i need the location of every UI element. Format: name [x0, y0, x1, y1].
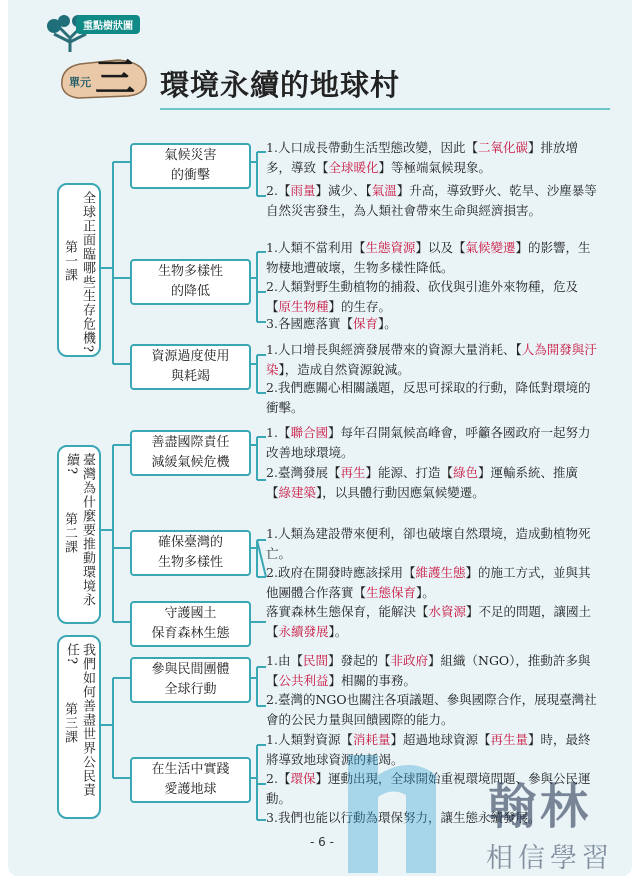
answer-keyword: 消耗量 — [352, 732, 391, 747]
point-number: 2. — [266, 465, 278, 480]
point-text: 政府在開發時應該採用【 — [277, 565, 416, 580]
point-item — [266, 378, 602, 418]
point-text: 】等極端氣候現象。 — [378, 160, 492, 175]
point-text: 】組織（NGO），推動許多與【 — [266, 653, 591, 688]
topic-biodiversity-loss — [130, 259, 251, 305]
point-text: 】的影響，生物棲地遭破壞，生物多樣性降低。 — [266, 240, 591, 275]
topic-international-responsibility — [130, 430, 251, 476]
point-text: 人類為建設帶來便利，卻也破壞自然環境，造成動植物死亡。 — [266, 526, 591, 561]
point-text: 】超過地球資源【 — [390, 732, 491, 747]
point-text: 【 — [277, 425, 291, 440]
point-text: 【 — [277, 183, 291, 198]
lesson-3-box — [57, 635, 101, 819]
point-text: 】運輸系統、推廣【 — [266, 465, 579, 500]
answer-keyword: 綠色 — [452, 465, 478, 480]
answer-keyword: 聯合國 — [290, 425, 328, 440]
point-item — [266, 181, 602, 221]
answer-keyword: 全球暖化 — [328, 160, 379, 175]
point-text: 】運動出現，全球開始重視環境問題、參與公民運動。 — [266, 771, 591, 806]
point-number: 2. — [266, 183, 278, 198]
topic-resource-depletion — [130, 344, 251, 390]
answer-keyword: 再生量 — [490, 732, 528, 747]
point-text: 】不足的問題，讓國土【 — [266, 604, 592, 639]
section-badge: 重點樹狀圖 — [76, 15, 140, 34]
point-item — [266, 651, 602, 691]
point-text: 】。 — [416, 585, 435, 600]
point-text: 】時，最終將導致地球資源的耗竭。 — [266, 732, 591, 767]
point-item — [266, 340, 602, 380]
topic-line: 與耗竭 — [170, 369, 210, 384]
answer-keyword: 保育 — [352, 316, 378, 331]
point-text: 】能源、打造【 — [365, 465, 453, 480]
point-number: 1. — [266, 526, 278, 541]
answer-keyword: 氣溫 — [371, 183, 397, 198]
answer-keyword: 非政府 — [390, 653, 428, 668]
page-title: 環境永續的地球村 — [160, 68, 401, 102]
answer-keyword: 生態保育 — [366, 585, 417, 600]
point-number: 2. — [266, 771, 278, 786]
point-text: 】。 — [328, 624, 348, 639]
point-item — [266, 314, 602, 334]
point-item — [266, 463, 602, 503]
topic-taiwan-biodiversity — [130, 530, 251, 576]
point-text: 】相關的事務。 — [328, 673, 417, 688]
topic-line: 生物多樣性 — [157, 555, 223, 570]
point-text: 人口成長帶動生活型態改變，因此【 — [277, 140, 478, 155]
topic-line: 的降低 — [170, 284, 210, 299]
point-text: 由【 — [277, 653, 303, 668]
topic-forest-protection — [130, 601, 251, 647]
point-text: 落實森林生態保育，能解決【 — [266, 604, 429, 619]
topic-line: 參與民間團體 — [151, 662, 230, 677]
point-item — [266, 277, 602, 317]
point-text: 】的生存。 — [328, 299, 392, 314]
topic-line: 減緩氣候危機 — [151, 455, 230, 470]
point-item — [266, 563, 602, 603]
answer-keyword: 雨量 — [290, 183, 316, 198]
topic-daily-practice — [130, 757, 251, 803]
point-text: 】升高，導致野火、乾旱、沙塵暴等自然災害發生，為人類社會帶來生命與經濟損害。 — [266, 183, 597, 218]
topic-line: 的衝擊 — [170, 168, 210, 183]
point-number: 1. — [266, 732, 278, 747]
point-text: 人類對野生動植物的捕殺、砍伐與引進外來物種，危及【 — [266, 279, 578, 314]
point-text: 】。 — [377, 316, 397, 331]
point-text: 人類對資源【 — [277, 732, 353, 747]
point-item — [266, 138, 602, 178]
point-text: 】，造成自然資源銳減。 — [278, 362, 410, 377]
topic-line: 生物多樣性 — [157, 264, 223, 279]
point-number: 3. — [266, 810, 278, 825]
point-text: 】，以具體行動因應氣候變遷。 — [316, 485, 485, 500]
point-number: 2. — [266, 565, 278, 580]
point-text: 】每年召開氣候高峰會，呼籲各國政府一起努力改善地球環境。 — [266, 425, 591, 460]
lesson-1-box — [57, 183, 101, 357]
point-text: 各國應落實【 — [277, 316, 353, 331]
topic-line: 氣候災害 — [164, 148, 217, 163]
point-text: 人口增長與經濟發展帶來的資源大量消耗、【 — [277, 342, 522, 357]
topic-line: 保育森林生態 — [151, 626, 230, 641]
unit-label: 單元 — [69, 76, 91, 89]
point-number: 3. — [266, 316, 278, 331]
topic-line: 在生活中實踐 — [151, 762, 230, 777]
answer-keyword: 維護生態 — [415, 565, 466, 580]
answer-keyword: 水資源 — [428, 604, 467, 619]
lesson-1-question: 全球正面臨哪些生存危機? — [80, 191, 95, 353]
point-text: 【 — [277, 771, 291, 786]
point-number: 2. — [266, 692, 278, 707]
point-text: 】以及【 — [415, 240, 466, 255]
lesson-3-question: 我們如何善盡世界公民責任? — [64, 643, 95, 797]
answer-keyword: 氣候變遷 — [465, 240, 516, 255]
point-item — [266, 524, 602, 564]
watermark-slogan: 相信學習 — [486, 843, 614, 874]
answer-keyword: 二氧化碳 — [477, 140, 528, 155]
point-number: 1. — [266, 240, 278, 255]
lesson-2-tag: 第二課 — [62, 512, 77, 554]
topic-climate-disaster — [130, 143, 251, 189]
answer-keyword: 生態資源 — [365, 240, 416, 255]
lesson-1-tag: 第一課 — [62, 240, 77, 282]
point-item — [266, 423, 602, 463]
answer-keyword: 再生 — [340, 465, 366, 480]
point-text: 】的施工方式，並與其他團體合作落實【 — [266, 565, 591, 600]
answer-keyword: 綠建築 — [278, 485, 317, 500]
answer-keyword: 永續發展 — [278, 624, 329, 639]
point-text: 】排放增多，導致【 — [266, 140, 578, 175]
answer-keyword: 環保 — [290, 771, 316, 786]
point-text: 臺灣的NGO也關注各項議題、參與國際合作，展現臺灣社會的公民力量與回饋國際的能力。 — [266, 692, 597, 727]
answer-keyword: 原生物種 — [278, 299, 329, 314]
point-text: 我們應關心相關議題，反思可採取的行動，降低對環境的衝擊。 — [266, 380, 591, 415]
point-number: 1. — [266, 653, 278, 668]
point-number: 2. — [266, 279, 278, 294]
answer-keyword: 公共利益 — [278, 673, 329, 688]
lesson-2-box — [57, 445, 101, 624]
point-text: 】減少、【 — [315, 183, 372, 198]
point-text: 人類不當利用【 — [277, 240, 366, 255]
point-number: 2. — [266, 380, 278, 395]
point-text: 】發起的【 — [327, 653, 391, 668]
point-number: 1. — [266, 342, 278, 357]
point-item — [266, 730, 602, 770]
point-text: 我們也能以行動為環保努力，讓生態永續發展。 — [277, 810, 541, 825]
unit-number: 三 — [95, 55, 135, 101]
point-number: 1. — [266, 425, 278, 440]
point-number: 1. — [266, 140, 278, 155]
lesson-2-question: 臺灣為什麼要推動環境永續? — [64, 453, 95, 607]
answer-keyword: 民間 — [302, 653, 328, 668]
point-text: 臺灣發展【 — [277, 465, 341, 480]
topic-line: 資源過度使用 — [151, 349, 230, 364]
topic-line: 善盡國際責任 — [151, 435, 230, 450]
point-item — [266, 602, 602, 642]
point-item — [266, 238, 602, 278]
watermark-brand: 翰林 — [488, 779, 593, 835]
topic-line: 確保臺灣的 — [157, 535, 223, 550]
page-number: - 6 - — [310, 835, 334, 849]
answer-keyword: 人為開發與汙染 — [266, 342, 597, 377]
point-item — [266, 690, 602, 730]
topic-line: 全球行動 — [164, 682, 217, 697]
topic-line: 守護國土 — [164, 606, 217, 621]
topic-line: 愛護地球 — [164, 782, 217, 797]
topic-civil-groups — [130, 657, 251, 703]
lesson-3-tag: 第三課 — [62, 702, 77, 744]
